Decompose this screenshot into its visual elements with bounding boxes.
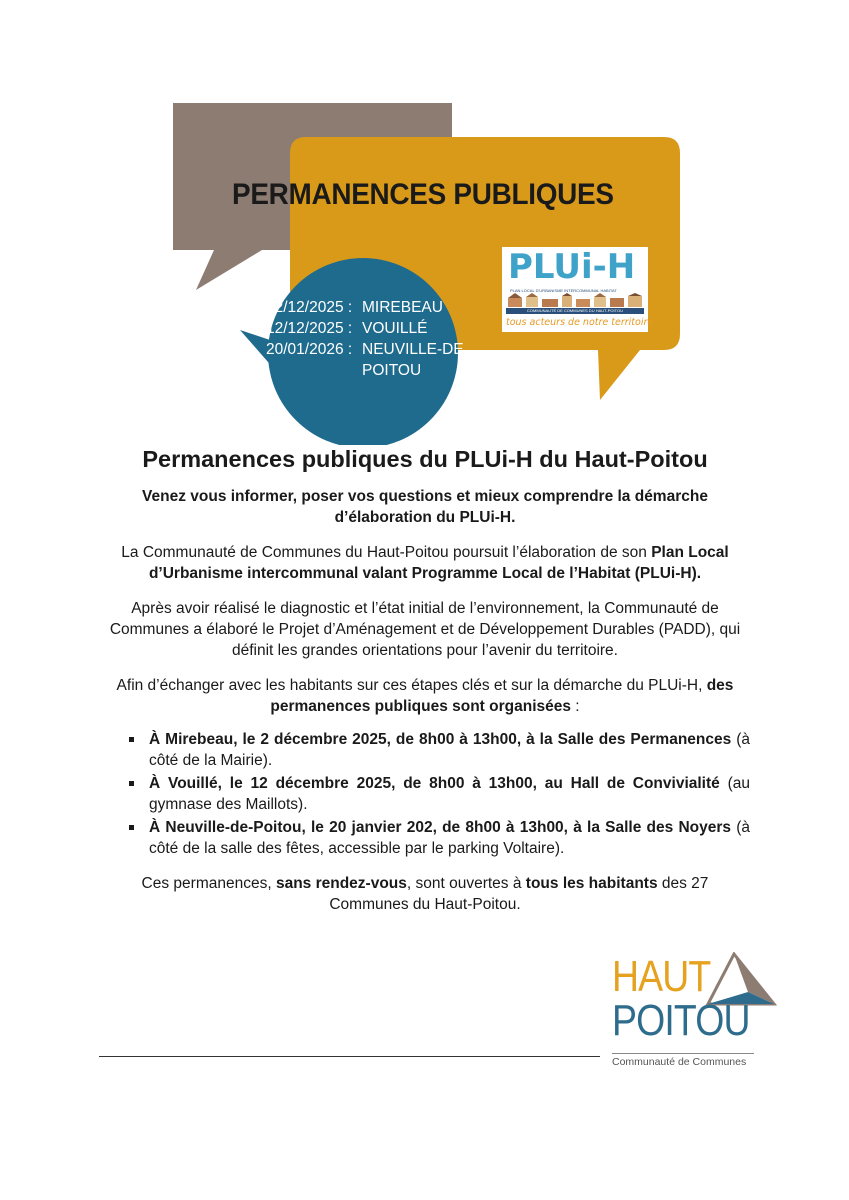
page-title: Permanences publiques du PLUi-H du Haut-Poitou xyxy=(142,446,708,472)
logo-subtitle: Communauté de Communes xyxy=(612,1056,747,1068)
paragraph-context xyxy=(100,542,750,584)
event-note: (à côté de la Mairie). xyxy=(149,731,750,769)
paragraph-announcement xyxy=(100,675,750,717)
date: 02/12/2025 : xyxy=(266,299,353,316)
text: Afin d’échanger avec les habitants sur ces étapes clés et sur la démarche du PLUi-H, xyxy=(116,677,707,694)
place: VOUILLÉ xyxy=(362,320,428,337)
houses-illustration xyxy=(506,293,644,307)
list-item xyxy=(100,817,750,859)
pluih-logo xyxy=(502,247,654,332)
banner-title: PERMANENCES PUBLIQUES xyxy=(232,178,614,211)
text: , sont ouvertes à xyxy=(406,875,526,892)
announcement-highlight: des permanences publiques sont organisées xyxy=(270,677,734,715)
events-list xyxy=(100,729,750,859)
event-note: (à côté de la salle des fêtes, accessible par le parking Voltaire). xyxy=(149,819,750,857)
document-body xyxy=(100,442,750,915)
logo-line-1: HAUT xyxy=(612,952,711,1001)
no-appointment: sans rendez-vous xyxy=(275,875,407,892)
date-row xyxy=(266,297,472,318)
footer-divider xyxy=(99,1056,600,1057)
plan-name: Plan Local d’Urbanisme intercommunal valant Programme Local de l’Habitat (PLUi-H) xyxy=(148,544,729,582)
event-note: (au gymnase des Maillots). xyxy=(149,775,750,813)
bullet-icon xyxy=(129,737,134,742)
place: NEUVILLE-DE POITOU xyxy=(362,341,464,379)
bullet-icon xyxy=(129,781,134,786)
pluih-logo-band: COMMUNAUTÉ DE COMMUNES DU HAUT-POITOU xyxy=(506,308,644,314)
poster-banner xyxy=(0,0,849,445)
intro-text: Venez vous informer, poser vos questions et mieux comprendre la démarche d’élaboration du PLUi-H. xyxy=(142,488,708,526)
date: 20/01/2026 : xyxy=(266,341,353,358)
event-details: À Neuville-de-Poitou, le 20 janvier 202, de 8h00 à 13h00, à la Salle des Noyers xyxy=(149,819,732,836)
place: MIREBEAU xyxy=(362,299,443,316)
text: . xyxy=(696,565,702,582)
pluih-logo-subtitle: PLAN LOCAL D'URBANISME INTERCOMMUNAL HABITAT xyxy=(510,288,617,293)
haut-poitou-logo xyxy=(612,952,782,1074)
text: La Communauté de Communes du Haut-Poitou poursuit l’élaboration de son xyxy=(121,544,652,561)
bullet-icon xyxy=(129,825,134,830)
list-item xyxy=(100,729,750,771)
paragraph-closing xyxy=(100,873,750,915)
text: Ces permanences, xyxy=(141,875,276,892)
date: 12/12/2025 : xyxy=(266,320,353,337)
date-row xyxy=(266,318,472,339)
logo-line-2: POITOU xyxy=(612,996,750,1045)
paragraph-padd: Après avoir réalisé le diagnostic et l’état initial de l’environnement, la Communauté de Communes a élaboré le Projet d’Aménagement et de Développement Durables (PADD), qui définit les grandes orientations pour l’avenir du territoire. xyxy=(109,600,741,659)
text: : xyxy=(571,698,580,715)
logo-divider xyxy=(612,1053,754,1054)
pluih-logo-title: PLUi-H xyxy=(508,247,636,287)
text: des 27 Communes du Haut-Poitou. xyxy=(329,875,709,913)
list-item xyxy=(100,773,750,815)
date-row xyxy=(266,339,472,381)
dates-list xyxy=(266,297,472,381)
event-details: À Vouillé, le 12 décembre 2025, de 8h00 à 13h00, au Hall de Convivialité xyxy=(149,775,720,792)
all-residents: tous les habitants xyxy=(525,875,658,892)
pluih-logo-slogan: tous acteurs de notre territoire xyxy=(506,317,654,328)
event-details: À Mirebeau, le 2 décembre 2025, de 8h00 à 13h00, à la Salle des Permanences xyxy=(149,731,732,748)
